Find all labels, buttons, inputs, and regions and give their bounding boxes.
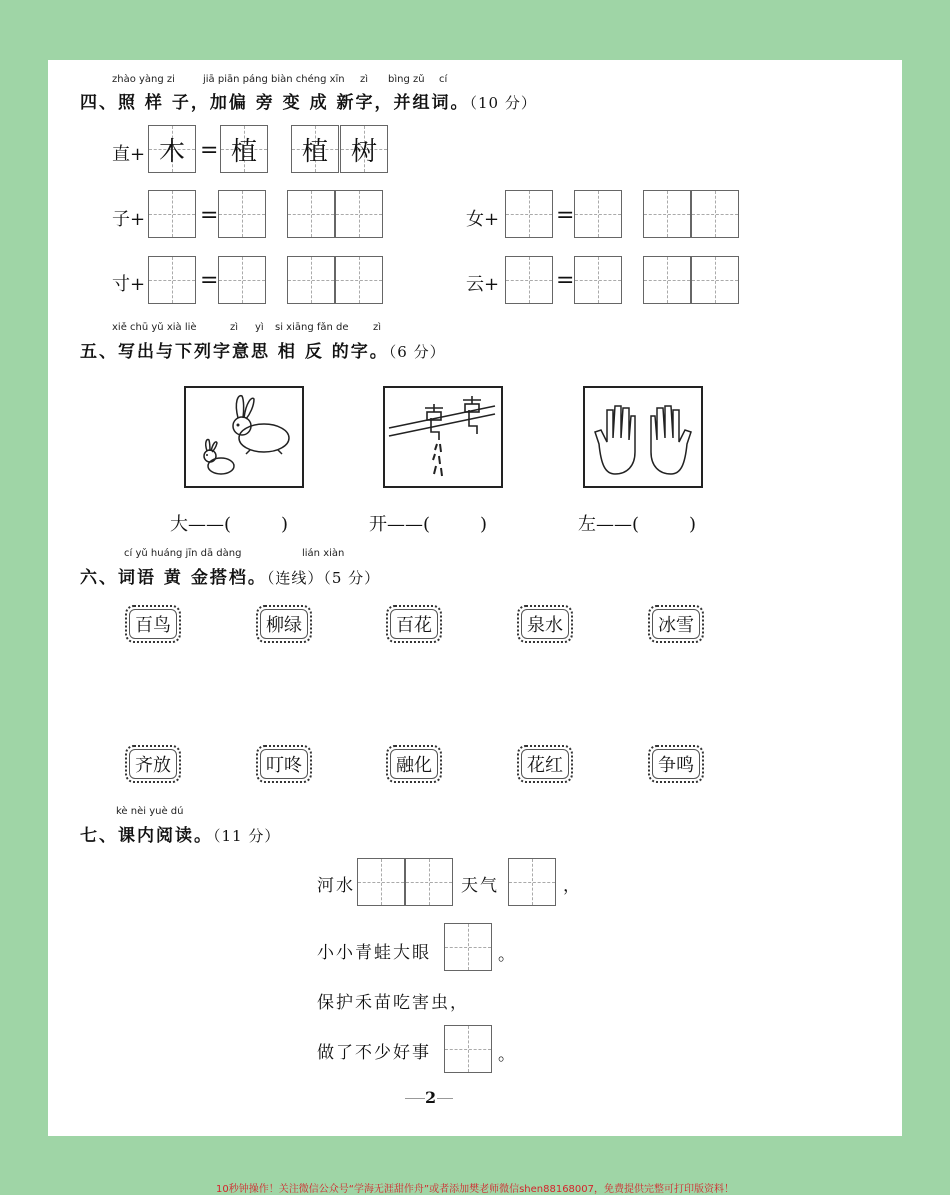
poem-line-1-start: 河水 bbox=[317, 876, 355, 896]
row1-right-char: 女+ bbox=[466, 209, 500, 230]
page-number: 2 bbox=[425, 1088, 437, 1107]
footer-note: 10秒钟操作！关注微信公众号“学海无涯甜作舟”或者添加樊老师微信shen88168007，免费提供完整可打印版资料！ bbox=[215, 1184, 735, 1195]
page-number-rule-right bbox=[437, 1098, 453, 1099]
word-card-top[interactable]: 百花 bbox=[386, 605, 442, 643]
example-word-cell-1: 植 bbox=[291, 125, 339, 173]
pinyin-1: xiě chū yǔ xià liè bbox=[112, 322, 197, 333]
writing-cell[interactable] bbox=[287, 256, 335, 304]
writing-cell[interactable] bbox=[643, 256, 691, 304]
opposite-item-2: 开——( ) bbox=[369, 514, 488, 535]
row2-left-char: 寸+ bbox=[112, 274, 146, 295]
word-card-bottom[interactable]: 齐放 bbox=[125, 745, 181, 783]
pinyin-2: jiā piān páng biàn chéng xīn bbox=[203, 74, 345, 85]
writing-cell[interactable] bbox=[218, 256, 266, 304]
pinyin-4: bìng zǔ bbox=[388, 74, 425, 85]
equals-sign: = bbox=[556, 203, 575, 228]
section7-title: 七、课内阅读。（11 分） bbox=[80, 826, 281, 846]
poem-line-2: 小小青蛙大眼 bbox=[317, 943, 431, 963]
equals-sign: = bbox=[200, 203, 219, 228]
poem-line-3: 保护禾苗吃害虫， bbox=[317, 993, 469, 1013]
word-card-top[interactable]: 柳绿 bbox=[256, 605, 312, 643]
pinyin-4: si xiāng fǎn de bbox=[275, 322, 349, 333]
writing-cell[interactable] bbox=[148, 190, 196, 238]
example-radical-cell: 木 bbox=[148, 125, 196, 173]
hands-image bbox=[583, 386, 703, 488]
writing-cell[interactable] bbox=[287, 190, 335, 238]
pinyin-3: yì bbox=[255, 322, 264, 333]
example-result-cell: 植 bbox=[220, 125, 268, 173]
opposite-item-1: 大——( ) bbox=[170, 514, 289, 535]
example-equals: = bbox=[200, 138, 219, 163]
writing-cell[interactable] bbox=[148, 256, 196, 304]
writing-cell[interactable] bbox=[444, 923, 492, 971]
writing-cell[interactable] bbox=[574, 190, 622, 238]
poem-line-1-mid: 天气 bbox=[461, 876, 499, 896]
opposite-item-3: 左——( ) bbox=[578, 514, 697, 535]
rabbits-icon bbox=[186, 388, 302, 486]
pinyin-1: kè nèi yuè dú bbox=[116, 806, 184, 817]
rabbits-image bbox=[184, 386, 304, 488]
writing-cell[interactable] bbox=[574, 256, 622, 304]
writing-cell[interactable] bbox=[508, 858, 556, 906]
writing-cell[interactable] bbox=[505, 256, 553, 304]
writing-cell[interactable] bbox=[691, 190, 739, 238]
section4-title: 四、照 样 子，加偏 旁 变 成 新字，并组词。（10 分） bbox=[80, 93, 537, 113]
pinyin-2: zì bbox=[230, 322, 239, 333]
word-card-bottom[interactable]: 花红 bbox=[517, 745, 573, 783]
pinyin-1: zhào yàng zi bbox=[112, 74, 175, 85]
writing-cell[interactable] bbox=[335, 256, 383, 304]
pinyin-5: zì bbox=[373, 322, 382, 333]
writing-cell[interactable] bbox=[505, 190, 553, 238]
row1-left-char: 子+ bbox=[112, 209, 146, 230]
poem-line-1-end: ， bbox=[563, 876, 582, 896]
word-card-top[interactable]: 冰雪 bbox=[648, 605, 704, 643]
writing-cell[interactable] bbox=[357, 858, 405, 906]
pinyin-5: cí bbox=[439, 74, 448, 85]
page-number-rule-left bbox=[405, 1098, 425, 1099]
equals-sign: = bbox=[556, 268, 575, 293]
word-card-top[interactable]: 百鸟 bbox=[125, 605, 181, 643]
example-base: 直+ bbox=[112, 144, 146, 165]
equals-sign: = bbox=[200, 268, 219, 293]
row2-right-char: 云+ bbox=[466, 274, 500, 295]
writing-cell[interactable] bbox=[218, 190, 266, 238]
faucet-icon bbox=[385, 388, 501, 486]
pinyin-3: zì bbox=[360, 74, 369, 85]
word-card-top[interactable]: 泉水 bbox=[517, 605, 573, 643]
poem-line-2-end: 。 bbox=[498, 945, 517, 965]
writing-cell[interactable] bbox=[691, 256, 739, 304]
section5-title: 五、写出与下列字意思 相 反 的字。（6 分） bbox=[80, 342, 446, 362]
poem-line-4: 做了不少好事 bbox=[317, 1043, 431, 1063]
word-card-bottom[interactable]: 融化 bbox=[386, 745, 442, 783]
pinyin-1: cí yǔ huáng jīn dā dàng bbox=[124, 548, 242, 559]
writing-cell[interactable] bbox=[444, 1025, 492, 1073]
poem-line-4-end: 。 bbox=[498, 1045, 517, 1065]
faucets-image bbox=[383, 386, 503, 488]
hands-icon bbox=[585, 388, 701, 486]
word-card-bottom[interactable]: 争鸣 bbox=[648, 745, 704, 783]
pinyin-2: lián xiàn bbox=[302, 548, 345, 559]
example-word-cell-2: 树 bbox=[340, 125, 388, 173]
writing-cell[interactable] bbox=[643, 190, 691, 238]
section6-title: 六、词语 黄 金搭档。（连线）（5 分） bbox=[80, 568, 381, 588]
writing-cell[interactable] bbox=[405, 858, 453, 906]
word-card-bottom[interactable]: 叮咚 bbox=[256, 745, 312, 783]
writing-cell[interactable] bbox=[335, 190, 383, 238]
